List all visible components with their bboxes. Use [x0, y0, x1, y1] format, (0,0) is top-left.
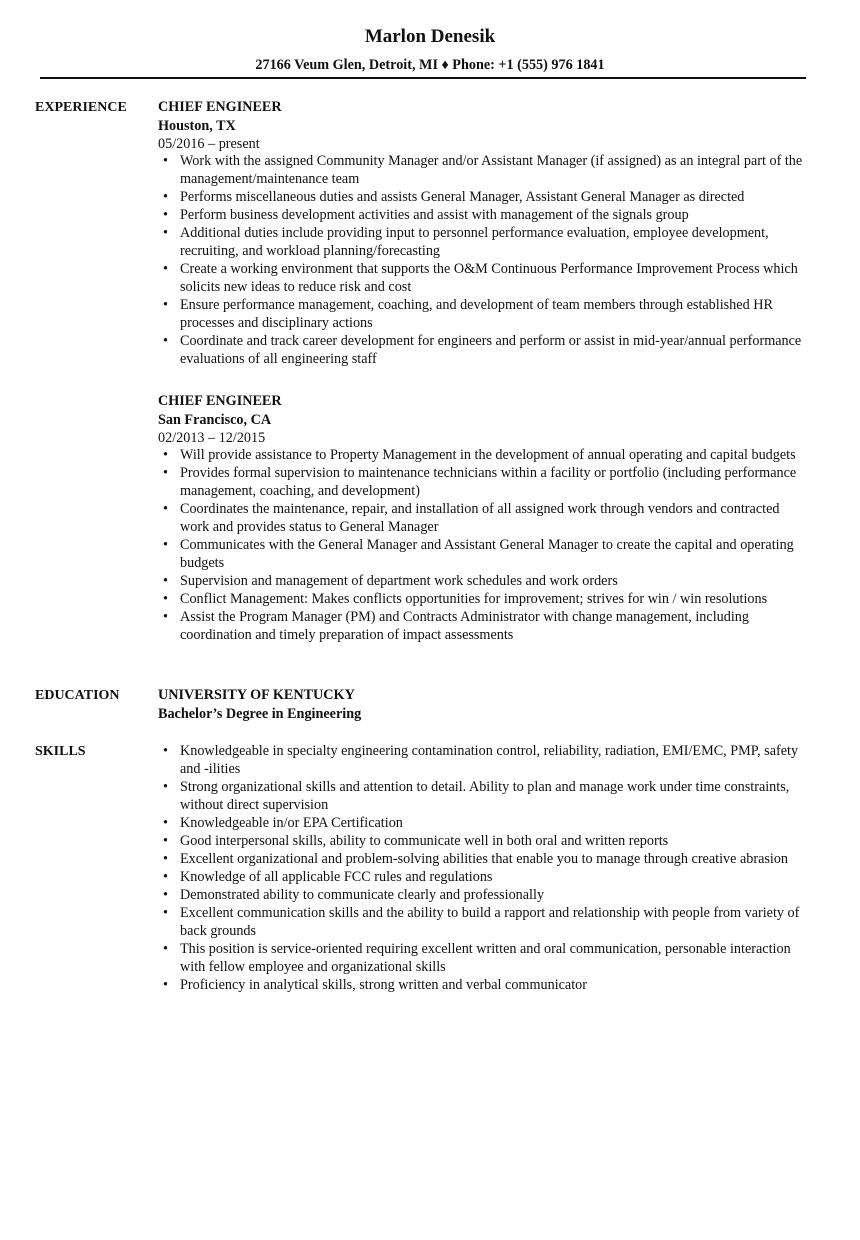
- job-location: Houston, TX: [158, 118, 236, 134]
- school-name: UNIVERSITY OF KENTUCKY: [158, 687, 355, 703]
- education-body: [158, 686, 808, 724]
- job-bullet: • Coordinate and track career development for engineers and perform or assist in mid-year/annual performance evaluations of all engineering staff: [158, 332, 808, 368]
- contact-line: 27166 Veum Glen, Detroit, MI ♦ Phone: +1 (555) 976 1841: [255, 57, 605, 73]
- skill-item: • Proficiency in analytical skills, strong written and verbal communicator: [158, 976, 808, 994]
- job-bullet: • Work with the assigned Community Manager and/or Assistant Manager (if assigned) as an integral part of the management/maintenance team: [158, 152, 808, 188]
- job-bullet: • Perform business development activities and assist with management of the signals group: [158, 206, 808, 224]
- job-bullets: [158, 152, 808, 368]
- skills-body: [158, 742, 808, 994]
- job-bullets: [158, 446, 808, 644]
- job-bullet: • Supervision and management of department work schedules and work orders: [158, 572, 808, 590]
- job-bullet: • Coordinates the maintenance, repair, and installation of all assigned work through vendors and contracted work and provides status to General Manager: [158, 500, 808, 536]
- job-bullet: • Communicates with the General Manager and Assistant General Manager to create the capital and operating budgets: [158, 536, 808, 572]
- job-location: San Francisco, CA: [158, 412, 272, 428]
- job-bullet: • Assist the Program Manager (PM) and Contracts Administrator with change management, including coordination and timely preparation of impact assessments: [158, 608, 808, 644]
- skill-item: • Knowledgeable in/or EPA Certification: [158, 814, 808, 832]
- skill-item: • Good interpersonal skills, ability to communicate well in both oral and written reports: [158, 832, 808, 850]
- skill-item: • Excellent communication skills and the ability to build a rapport and relationship with people from variety of back grounds: [158, 904, 808, 940]
- job-title: CHIEF ENGINEER: [158, 99, 282, 115]
- skills-list: [158, 742, 808, 994]
- job-bullet: • Conflict Management: Makes conflicts opportunities for improvement; strives for win / win resolutions: [158, 590, 808, 608]
- degree: Bachelor’s Degree in Engineering: [158, 706, 362, 722]
- skill-item: • Knowledgeable in specialty engineering contamination control, reliability, radiation, EMI/EMC, PMP, safety and -ilities: [158, 742, 808, 778]
- skill-item: • Knowledge of all applicable FCC rules and regulations: [158, 868, 808, 886]
- job-title: CHIEF ENGINEER: [158, 393, 282, 409]
- job-bullet: • Create a working environment that supports the O&M Continuous Performance Improvement Process which solicits new ideas to reduce risk and cost: [158, 260, 808, 296]
- job-bullet: • Ensure performance management, coaching, and development of team members through established HR processes and disciplinary actions: [158, 296, 808, 332]
- job-dates: 02/2013 – 12/2015: [158, 430, 266, 446]
- header-divider: [40, 77, 806, 79]
- education-label: EDUCATION: [35, 688, 120, 703]
- experience-label: EXPERIENCE: [35, 100, 127, 115]
- job-bullet: • Performs miscellaneous duties and assists General Manager, Assistant General Manager as directed: [158, 188, 808, 206]
- job-bullet: • Will provide assistance to Property Management in the development of annual operating and capital budgets: [158, 446, 808, 464]
- skill-item: • Strong organizational skills and attention to detail. Ability to plan and manage work under time constraints, without direct supervision: [158, 778, 808, 814]
- job-bullet: • Additional duties include providing input to personnel performance evaluation, employee development, recruiting, and workload planning/forecasting: [158, 224, 808, 260]
- job-dates: 05/2016 – present: [158, 136, 260, 152]
- candidate-name: Marlon Denesik: [364, 26, 496, 47]
- job-entry: [158, 98, 808, 368]
- skill-item: • This position is service-oriented requiring excellent written and oral communication, personable interaction with fellow employee and organizational skills: [158, 940, 808, 976]
- job-entry: [158, 392, 808, 644]
- skill-item: • Demonstrated ability to communicate clearly and professionally: [158, 886, 808, 904]
- job-bullet: • Provides formal supervision to maintenance technicians within a facility or portfolio (including performance management, coaching, and development): [158, 464, 808, 500]
- experience-body: [158, 98, 808, 644]
- resume-header: [0, 0, 860, 74]
- skill-item: • Excellent organizational and problem-solving abilities that enable you to manage through creative abrasion: [158, 850, 808, 868]
- skills-label: SKILLS: [35, 744, 86, 759]
